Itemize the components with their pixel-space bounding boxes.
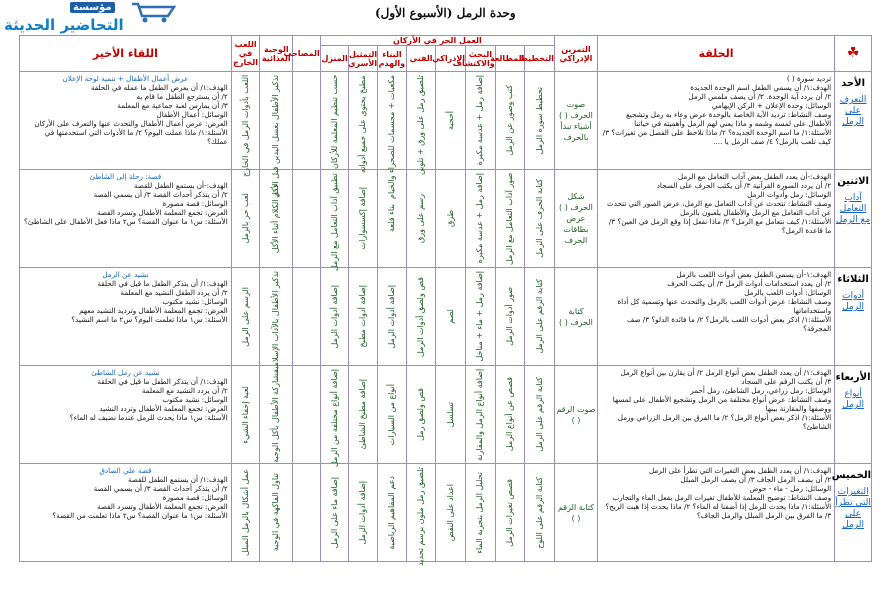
halqa-line: الوسائل: أدوات اللعب بالرمل [744, 288, 832, 297]
col-last: اللقاء الأخير [20, 36, 232, 72]
binaa-text: أنواع من السيارات [386, 383, 396, 446]
wajba-text: تذكير الأطفال بالآداب الإسلامية [271, 270, 281, 373]
fanni-cell [406, 170, 436, 268]
idraki-cell [436, 268, 466, 366]
last-meeting-line: الأسئلة: س١ ما عنوان القصة؟ س٢ ماذا فعل الأطفال على الشاطئ؟ [24, 217, 228, 226]
mutalaa-cell [495, 170, 525, 268]
col-binaa: البناء والهدم [378, 46, 407, 72]
manzil-text: حسب تنظيم المعلمة للأركان [329, 74, 339, 169]
takhteet-text: كتابة الرقم على اللوح [534, 476, 544, 549]
wajba-cell [260, 464, 293, 562]
mutalaa-text: قصص تغيرات الرمل [505, 478, 515, 547]
manzil-cell [320, 268, 349, 366]
idraki-text: لضم [445, 309, 455, 324]
tamthil-cell [349, 366, 378, 464]
last-meeting-title: عرض أعمال الأطفال + تنمية لوحة الإعلان [62, 74, 189, 83]
col-corners-group: العمل الحر في الأركان [320, 36, 554, 46]
manzil-cell [320, 366, 349, 467]
wajba-text: تناول الفاكهة في الوجبة [271, 473, 281, 552]
fanni-text: قص ولصق أدوات الرمل [416, 276, 426, 357]
table-row [20, 170, 872, 268]
manzil-text: تطبيق آداب التعامل مع الرمل [329, 172, 339, 271]
takhteet-text: كتابة الرقم على الرمل [534, 279, 544, 354]
laab-cell [231, 72, 260, 177]
fanni-cell [406, 268, 436, 366]
col-mutalaa: المطالعة [495, 46, 525, 72]
page-title: وحدة الرمل (الأسبوع الأول) [375, 6, 516, 20]
laab-text: الرسم على الرمل [240, 286, 250, 347]
idraki-cell [436, 464, 466, 562]
table-row [20, 464, 872, 562]
tamthil-text: إضافة أدوات مطبخ [358, 285, 368, 348]
halqa-cell [597, 268, 834, 366]
halqa-cell [597, 72, 834, 170]
manzil-cell [320, 170, 349, 271]
bahth-cell [466, 366, 496, 464]
tamreen-text: كتابة الرقم ( ) [557, 502, 594, 523]
halqa-line: الأسئلة:١/ ماذا يحدث للرمل إذا أضفنا له الماء؟ ٢/ ماذا يحدث إذا هبت الريح؟ ٣/ ما الفرق بين الرمل المبلل والرمل الجاف؟ [605, 502, 832, 520]
fanni-cell [406, 464, 436, 566]
halqa-line: وصف النشاط: عرض أنواع مختلفة من الرمل وتشجيع الأطفال على لمسها ووصفها والمقارنة بينها [612, 395, 832, 413]
last-meeting-line: الهدف:-أن يستمع الطفل للقصة [133, 181, 228, 190]
tamthil-text: إضافة أدوات الرمل [358, 480, 368, 545]
mutalaa-text: صور أدوات الرمل [505, 287, 515, 346]
musahib-cell [293, 366, 321, 464]
laab-text: لعبة إخفاء الشيء [240, 385, 250, 444]
halqa-line: وصف النشاط: توضيح المعلمة للأطفال تغيرات الرمل بفعل الماء والتجارب [612, 493, 832, 502]
wajba-cell [260, 170, 293, 268]
bahth-text: إضافة رمل + عدسة مكبرة [475, 75, 485, 166]
halqa-line: ٢/ أن يصف الرمل الجاف ٣/ أن يصف الرمل المبلل [680, 475, 832, 484]
col-wajba: الوجبة الغذائية [260, 36, 293, 72]
last-meeting-line: ٢/ أن يردد النشيد مع المعلمة [141, 386, 228, 395]
halqa-line: وصف النشاط: عرض أدوات اللعب بالرمل والتحدث عنها وتسمية كل أداة واستخداماتها [617, 297, 832, 315]
takhteet-cell [525, 72, 555, 170]
last-meeting-line: الأسئلة: س١ ما عنوان القصة؟ س٢ ماذا تعلمت من القصة؟ [52, 511, 228, 520]
tamreen-cell [555, 366, 598, 464]
binaa-text: بناء قلعة [386, 204, 396, 233]
halqa-line: الهدف:١/ أن يعدد الطفل بعض أنواع الرمل ٢/ أن يقارن بين أنواع الرمل [620, 368, 832, 377]
idraki-cell [436, 72, 466, 170]
col-tamthil: التمثيل الأسري [349, 46, 378, 72]
last-meeting-line: الوسائل: نشيد مكتوب [162, 297, 228, 306]
last-meeting-line: العرض: عرض أعمال الأطفال والتحدث عنها والتعرف على الأركان [34, 119, 228, 128]
tamthil-cell [349, 170, 378, 268]
halqa-line: وصف النشاط: ترديد الآية الخاصة بالوحدة عرض وعاء به رمل وتشجيع الأطفال على لمسه وشمه و ماذا يعني لهم الرمل وأهميته في حياتنا [625, 110, 832, 128]
laab-text: عمل أشكال بالرمل المبلل [240, 469, 250, 556]
laab-cell [231, 464, 260, 562]
col-bahth: البحث والاكتشاف [466, 46, 496, 72]
col-tamreen: التمرين الإدراكي [555, 36, 598, 72]
last-meeting-line: العرض: تجمع المعلمة الأطفال وتسرد القصة [96, 502, 228, 511]
last-meeting-line: ٢/ أن يردد الطفل النشيد مع المعلمة [120, 288, 228, 297]
day-topic: آداب التعامل مع الرمل [835, 193, 871, 225]
laab-text: لعب حر بالرمل [240, 193, 250, 244]
tamthil-cell [349, 268, 378, 366]
last-meeting-cell [20, 170, 232, 268]
manzil-cell [320, 464, 349, 562]
halqa-line: الوسائل: رمل - ماء - حوض [749, 484, 832, 493]
last-meeting-line: العرض: تجمع المعلمة الأطفال وترديد النشيد معهم [79, 306, 228, 315]
manzil-text: إضافة أنواع مختلفة من الرمل [329, 368, 339, 467]
wajba-cell [260, 72, 293, 198]
table-row [20, 72, 872, 170]
last-meeting-title: نشيد عن رمل الشاطئ [91, 368, 160, 377]
last-meeting-cell [20, 268, 232, 366]
tamthil-text: إضافة مطبخ الشاطئ [358, 379, 368, 450]
last-meeting-cell [20, 72, 232, 170]
tamthil-text: مطبخ يحتوي على جميع أدواته [358, 74, 368, 173]
col-laab: اللعب في الخارج [231, 36, 260, 72]
col-musahib-text: المصاحب [283, 49, 320, 58]
tamreen-cell [555, 268, 598, 366]
laab-cell [231, 170, 260, 268]
day-topic: التعرف على الرمل [839, 95, 867, 127]
col-manzil: المنزل [320, 46, 349, 72]
last-meeting-line: ٣/ أن يمارس لعبة جماعية مع المعلمة [117, 101, 228, 110]
col-halqa: الحلقة [597, 36, 834, 72]
corner-cell: ☘ [835, 36, 872, 72]
mutalaa-text: كتب وصور عن الرمل [505, 85, 515, 156]
day-name: الخميس [831, 470, 871, 481]
idraki-text: طرق [445, 210, 455, 227]
day-cell [835, 170, 872, 268]
halqa-line: ٢/ أن يعدد استخدامات أدوات الرمل ٣/ أن يكتب الحرف [667, 279, 832, 288]
mutalaa-cell [495, 366, 525, 464]
halqa-cell [597, 170, 834, 268]
wajba-cell [260, 268, 293, 373]
last-meeting-line: ٢/ أن يتذكر أحداث القصة ٣/ أن يسمي القصة [93, 190, 228, 199]
last-meeting-cell [20, 366, 232, 464]
day-topic: أنواع الرمل [842, 389, 865, 410]
idraki-cell [436, 366, 466, 464]
tamreen-text: شكل الحرف ( ) عرض بطاقات الحرف [559, 192, 593, 245]
last-meeting-title: قصة: رحلة إلى الشاطئ [89, 172, 162, 181]
day-cell [835, 268, 872, 366]
mutalaa-cell [495, 72, 525, 170]
binaa-cell [378, 72, 407, 199]
tamreen-cell [555, 464, 598, 562]
mutalaa-text: قصص عن أنواع الرمل [505, 377, 515, 452]
idraki-text: أحجية [445, 110, 455, 131]
takhteet-cell [525, 268, 555, 366]
takhteet-cell [525, 366, 555, 464]
halqa-cell [597, 366, 834, 464]
tamthil-text: إضافة إكسسوارات [358, 187, 368, 250]
fanni-cell [406, 366, 436, 464]
musahib-cell [293, 464, 321, 562]
binaa-text: إضافة أدوات الرمل [386, 284, 396, 349]
tamreen-text: صوت الحرف ( ) أشياء تبدأ بالحرف [559, 99, 593, 142]
last-meeting-line: الهدف:١/ أن يعرض الطفل ما عمله في الحلقة [90, 83, 228, 92]
last-meeting-title: قصة علي الصادق [99, 466, 152, 475]
halqa-line: الأسئلة:١/ كيف نتعامل مع الرمل؟ ٢/ ماذا نفعل إذا وقع الرمل في العين؟ ٣/ ما قاعدة الرمل؟ [608, 217, 832, 235]
bahth-cell [466, 72, 496, 170]
mutalaa-text: صور آداب التعامل مع الرمل [505, 172, 515, 265]
last-meeting-line: الأسئلة:١/ ماذا عملت اليوم؟ ٢/ ما الأدوات التي استخدمتها في عملك؟ [44, 128, 228, 146]
wajba-text: مشاركة الأطفال بأكل الوجبة [271, 368, 281, 463]
binaa-cell [378, 366, 407, 464]
cart-icon [130, 2, 178, 24]
tamthil-cell [349, 72, 378, 173]
tamreen-text: كتابة الحرف ( ) [559, 306, 593, 327]
binaa-text: دعم المفاهيم الرياضية [386, 475, 396, 550]
fanni-text: رسم على ورق [416, 194, 426, 243]
halqa-line: الهدف:١/ أن يعدد الطفل بعض التغيرات التي تطرأ على الرمل [648, 466, 832, 475]
takhteet-cell [525, 170, 555, 268]
musahib-cell [293, 170, 321, 268]
laab-cell [231, 268, 260, 366]
last-meeting-line: الوسائل: قصة مصورة [162, 199, 228, 208]
day-name: الأربعاء [835, 372, 871, 383]
idraki-text: اعداد على النقص [445, 483, 455, 542]
musahib-cell [293, 72, 321, 170]
day-cell [835, 72, 872, 170]
idraki-cell [436, 170, 466, 268]
bahth-cell [466, 170, 496, 268]
fanni-text: تلصيق رمل ملون برسم تحديد [416, 466, 426, 566]
halqa-line: ٢/ أن يردد السورة القرآنية ٣/ أن يكتب الحرف على السجاد [656, 181, 832, 190]
day-topic: أدوات الرمل [842, 291, 865, 312]
mutalaa-cell [495, 268, 525, 366]
last-meeting-line: الهدف:١/ أن يستمع الطفل للقصة [127, 475, 228, 484]
last-meeting-title: نشيد عن الرمل [102, 270, 149, 279]
fanni-cell [406, 72, 436, 175]
takhteet-text: كتابة الحرف على الرمل [534, 179, 544, 258]
halqa-cell [597, 464, 834, 562]
manzil-text: إضافة ماء على الرمل [329, 476, 339, 549]
table-row [20, 268, 872, 366]
wajba-text: تذكير الأطفال بغسل اليدين قبل الأكل [271, 74, 281, 198]
logo-sub: مؤسسة [70, 2, 115, 13]
wajba-text: عدم الكلام أثناء الأكل [271, 183, 281, 254]
manzil-cell [320, 72, 349, 170]
takhteet-cell [525, 464, 555, 562]
laab-cell [231, 366, 260, 464]
takhteet-text: كتابة الرقم على الرمل [534, 377, 544, 452]
laab-text: اللعب بأدوات الرمل في الخارج [240, 74, 250, 177]
halqa-line: الأسئلة:١/ اذكر بعض أنواع الرمل؟ ٢/ ما الفرق بين الرمل الزراعي ورمل الشاطئ؟ [617, 413, 832, 431]
last-meeting-line: الوسائل: نشيد مكتوب [162, 395, 228, 404]
day-cell [835, 366, 872, 464]
fanni-text: تلصيق رمل على ورق + تلوين [416, 74, 426, 175]
tamthil-cell [349, 464, 378, 562]
halqa-line: ٣/ أن يكتب الرقم على السجاد [741, 377, 832, 386]
col-fanni: الفني [406, 46, 436, 72]
halqa-line: الأسئلة:١/ اذكر بعض أدوات اللعب بالرمل؟ ٢/ ما فائدة الدلو؟ ٣/ صف المجرفة؟ [626, 315, 832, 333]
day-name: الثلاثاء [837, 274, 869, 285]
last-meeting-line: ٢/ أن يتذكر أحداث القصة ٣/ أن يسمي القصة [93, 484, 228, 493]
day-name: الأحد [841, 78, 866, 89]
day-topic: التغيرات التي تطرأ على الرمل [835, 487, 871, 530]
day-name: الاثنين [837, 176, 869, 187]
table-row [20, 366, 872, 464]
bahth-text: إضافة رمل + ماء + مناخل [475, 271, 485, 362]
halqa-line: الهدف:١-أن يسمي الطفل بعض أدوات اللعب بالرمل [676, 270, 832, 279]
halqa-line: الهدف:-أن يعدد الطفل بعض آداب التعامل مع الرمل [677, 172, 832, 181]
binaa-cell [378, 268, 407, 366]
bahth-cell [466, 268, 496, 366]
takhteet-text: تخطيط سورة الرمل [534, 86, 544, 155]
halqa-line: الوسائل: رمل وأدوات الرمل [747, 190, 832, 199]
halqa-line: الهدف:١/ أن يسمي الطفل اسم الوحدة الجديدة [690, 83, 832, 92]
last-meeting-line: الهدف:١/ أن يتذكر الطفل ما قيل في الحلقة [97, 279, 228, 288]
binaa-cell [378, 464, 407, 562]
manzil-text: إضافة أدوات الرمل [329, 284, 339, 349]
bahth-text: إضافة أنواع الرمل والمقارنة [475, 368, 485, 461]
last-meeting-line: ٢/ أن يسترجع الطفل ما قام به [136, 92, 228, 101]
wajba-cell [260, 366, 293, 464]
last-meeting-line: الوسائل: أعمال الأطفال [156, 110, 228, 119]
schedule-table [19, 35, 872, 566]
halqa-line: ٢/ أن يردد آية الوحدة. ٣/ أن يصف ملمس الرمل [688, 92, 832, 101]
last-meeting-line: العرض: تجمع المعلمة الأطفال وتردد النشيد [99, 404, 228, 413]
logo [0, 0, 182, 38]
last-meeting-cell [20, 464, 232, 562]
last-meeting-line: الأسئلة: س١ ماذا تعلمت اليوم؟ س٢ ما اسم النشيد؟ [71, 315, 228, 324]
bahth-text: تحليل الرمل بتجربة الماء [475, 471, 485, 554]
last-meeting-line: الهدف:١/ أن يتذكر الطفل ما قيل في الحلقة [97, 377, 228, 386]
logo-brand: التحاضير الحديثة [4, 16, 124, 34]
mutalaa-cell [495, 464, 525, 562]
bahth-cell [466, 464, 496, 562]
halqa-line: ترديد سورة ( ) [786, 74, 832, 83]
tamreen-cell [555, 170, 598, 268]
fanni-text: قص ولصق رمل [416, 388, 426, 441]
binaa-text: مكعبات + مجسمات للصحراء والخيام [386, 74, 396, 199]
col-takhteet: التخطيط [525, 46, 555, 72]
col-musahib [283, 36, 321, 72]
day-cell [831, 464, 872, 562]
idraki-text: تسلسل [445, 401, 455, 428]
tamreen-cell [555, 72, 598, 170]
halqa-line: وصف النشاط: تتحدث عن آداب التعامل مع الرمل، عرض الصور التي تتحدث عن آداب التعامل مع الرمل والأطفال يلعبون بالرمل [606, 199, 832, 217]
bahth-text: إضافة رمل + عدسة مكبرة [475, 173, 485, 264]
musahib-cell [293, 268, 321, 366]
last-meeting-line: الأسئلة: س١ ماذا يحدث للرمل عندما نضيف له الماء؟ [69, 413, 228, 422]
halqa-line: الوسائل: وحدة الإعلان + الركن الإيهامي [711, 101, 832, 110]
tamreen-text: صوت الرقم ( ) [556, 404, 596, 425]
col-idraki: الإدراكي [436, 46, 466, 72]
halqa-line: الوسائل: رمل زراعي، رمل الشاطئ، رمل أحمر [690, 386, 832, 395]
last-meeting-line: الوسائل: قصة مصورة [162, 493, 228, 502]
last-meeting-line: العرض: تجمع المعلمة الأطفال وتسرد القصة [96, 208, 228, 217]
halqa-line: الأسئلة:١/ ما اسم الوحدة الجديدة؟ ٢/ ماذا تلاحظ على الفصل من تغيرات؟ ٣/ كيف تلعب بالرمل؟ ٤/ صف الرمل يا .... [602, 128, 832, 146]
